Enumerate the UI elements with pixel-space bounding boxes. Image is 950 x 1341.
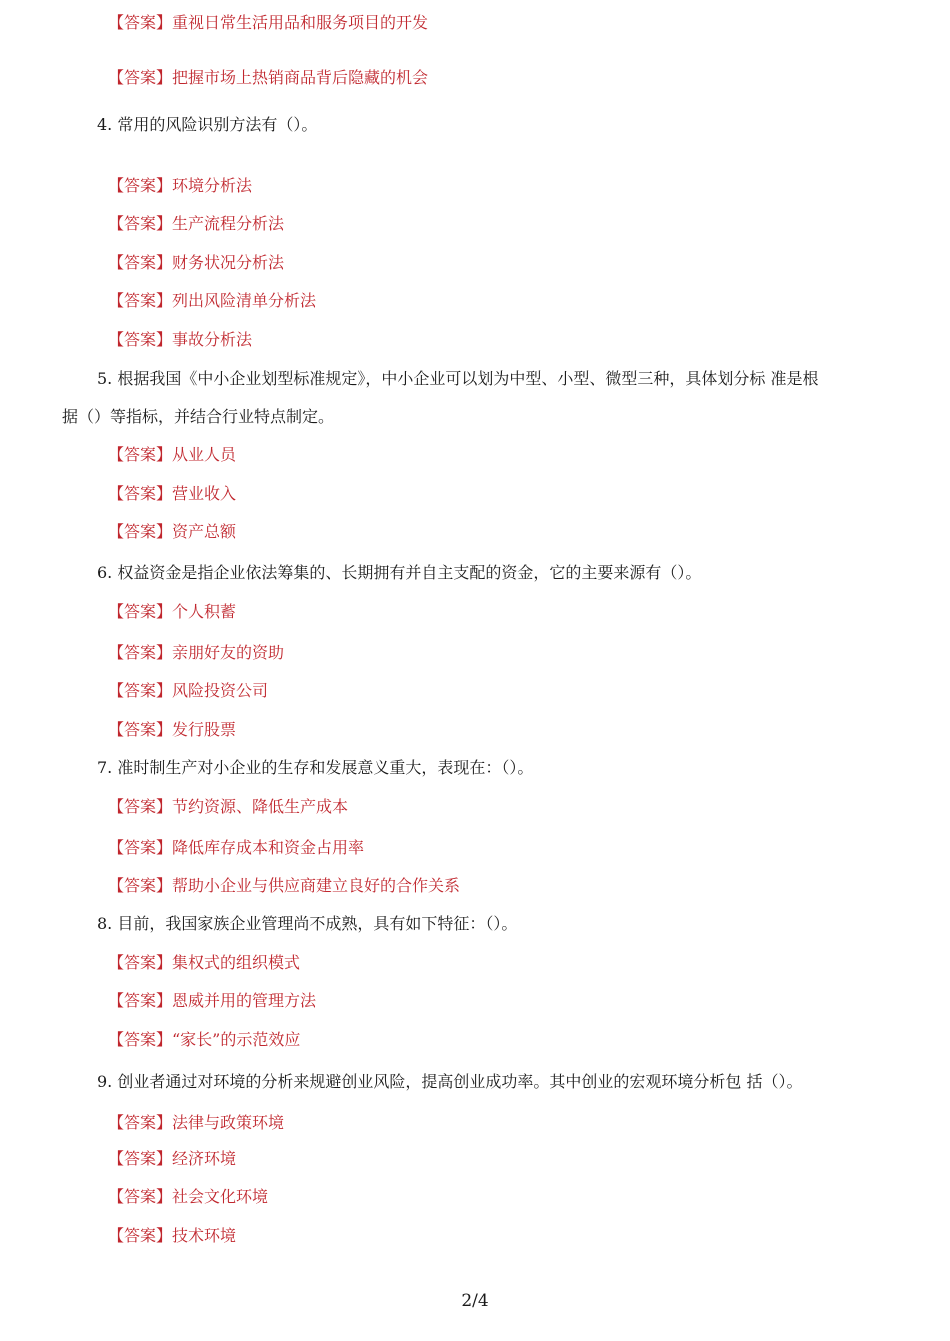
answer-line: 【答案】集权式的组织模式 <box>108 953 301 972</box>
answer-line: 【答案】把握市场上热销商品背后隐藏的机会 <box>108 68 429 87</box>
answer-line: 【答案】帮助小企业与供应商建立良好的合作关系 <box>108 876 461 895</box>
question-line: 6. 权益资金是指企业依法筹集的、长期拥有并自主支配的资金，它的主要来源有（）。 <box>97 563 702 582</box>
answer-line: 【答案】法律与政策环境 <box>108 1113 285 1132</box>
page-number: 2/4 <box>461 1291 489 1311</box>
answer-line: 【答案】重视日常生活用品和服务项目的开发 <box>108 13 429 32</box>
answer-line: 【答案】列出风险清单分析法 <box>108 291 317 310</box>
question-line: 5. 根据我国《中小企业划型标准规定》，中小企业可以划为中型、小型、微型三种，具体划分标 准是根 <box>97 369 819 388</box>
question-line: 9. 创业者通过对环境的分析来规避创业风险，提高创业成功率。其中创业的宏观环境分析包 括（）。 <box>97 1072 803 1091</box>
answer-line: 【答案】个人积蓄 <box>108 602 237 621</box>
question-line: 8. 目前，我国家族企业管理尚不成熟，具有如下特征：（）。 <box>97 914 518 933</box>
answer-line: 【答案】从业人员 <box>108 445 237 464</box>
question-line: 4. 常用的风险识别方法有（）。 <box>97 115 318 134</box>
question-line-continuation: 据（）等指标，并结合行业特点制定。 <box>62 407 335 426</box>
answer-line: 【答案】经济环境 <box>108 1149 237 1168</box>
answer-line: 【答案】发行股票 <box>108 720 237 739</box>
answer-line: 【答案】社会文化环境 <box>108 1187 269 1206</box>
answer-line: 【答案】资产总额 <box>108 522 237 541</box>
answer-line: 【答案】事故分析法 <box>108 330 253 349</box>
answer-line: 【答案】风险投资公司 <box>108 681 269 700</box>
answer-line: 【答案】“家长”的示范效应 <box>108 1030 301 1049</box>
answer-line: 【答案】环境分析法 <box>108 176 253 195</box>
answer-line: 【答案】降低库存成本和资金占用率 <box>108 838 365 857</box>
answer-line: 【答案】营业收入 <box>108 484 237 503</box>
answer-line: 【答案】技术环境 <box>108 1226 237 1245</box>
question-line: 7. 准时制生产对小企业的生存和发展意义重大，表现在：（）。 <box>97 758 534 777</box>
answer-line: 【答案】恩威并用的管理方法 <box>108 991 317 1010</box>
answer-line: 【答案】财务状况分析法 <box>108 253 285 272</box>
answer-line: 【答案】亲朋好友的资助 <box>108 643 285 662</box>
answer-line: 【答案】生产流程分析法 <box>108 214 285 233</box>
answer-line: 【答案】节约资源、降低生产成本 <box>108 797 349 816</box>
